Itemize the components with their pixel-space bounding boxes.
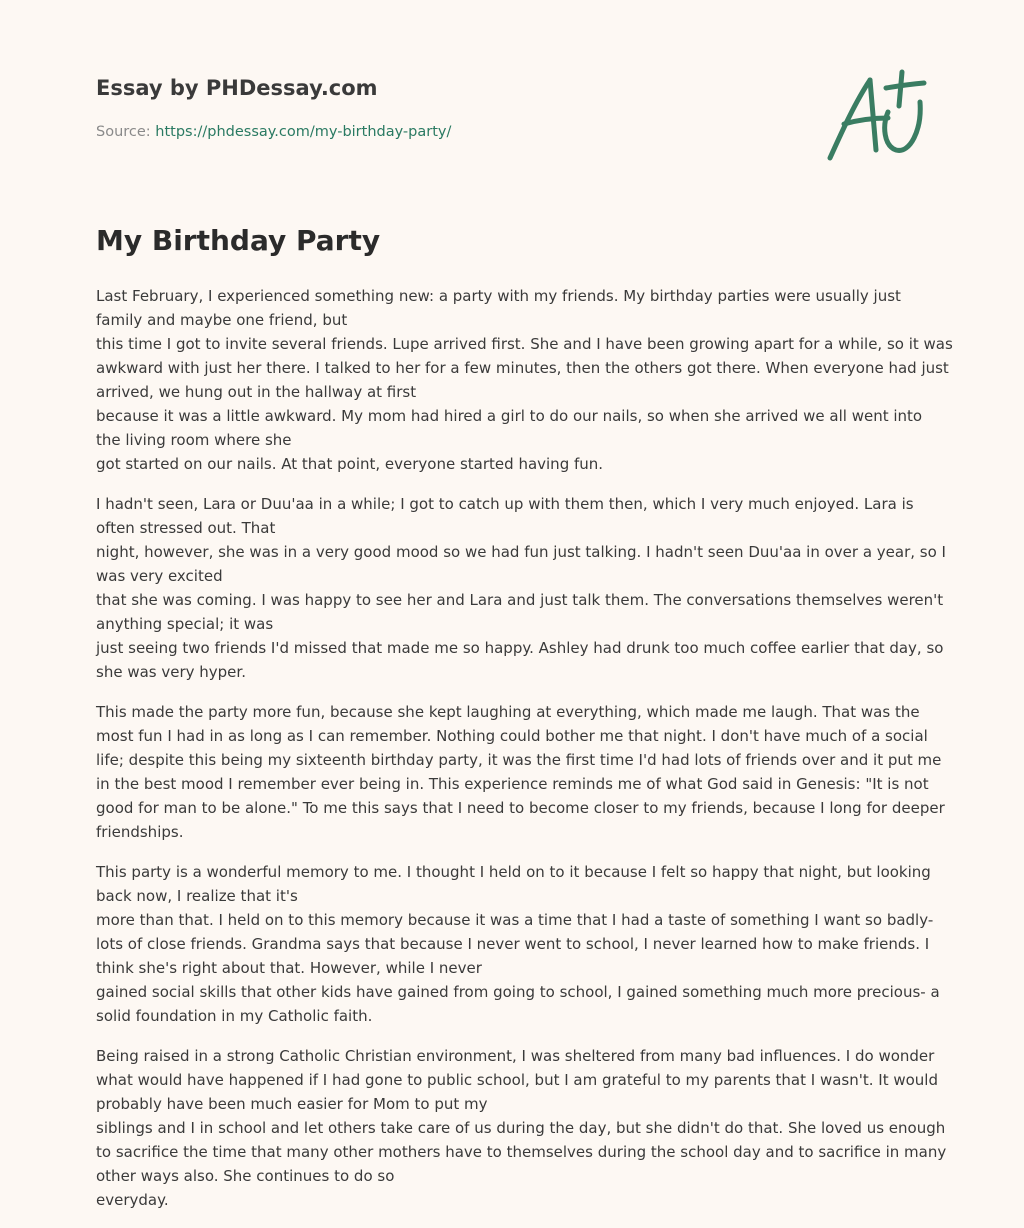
text-line: arrived, we hung out in the hallway at first: [96, 383, 417, 401]
text-line: I hadn't seen, Lara or Duu'aa in a while; I got to catch up with them then, which I very much enjoyed. Lara is: [96, 495, 914, 513]
site-title: Essay by PHDessay.com: [96, 76, 378, 100]
text-line: everyday.: [96, 1191, 169, 1209]
text-line: because it was a little awkward. My mom had hired a girl to do our nails, so when she arrived we all went into: [96, 407, 923, 425]
text-line: what would have happened if I had gone to public school, but I am grateful to my parents that I wasn't. It would: [96, 1071, 938, 1089]
text-line: lots of close friends. Grandma says that because I never went to school, I never learned how to make friends. I: [96, 935, 930, 953]
text-line: other ways also. She continues to do so: [96, 1167, 395, 1185]
paragraph: [96, 860, 940, 1028]
text-line: back now, I realize that it's: [96, 887, 298, 905]
text-line: was very excited: [96, 567, 223, 585]
text-line: family and maybe one friend, but: [96, 311, 348, 329]
text-line: more than that. I held on to this memory because it was a time that I had a taste of something I want so badly-: [96, 911, 934, 929]
text-line: often stressed out. That: [96, 519, 276, 537]
text-line: think she's right about that. However, while I never: [96, 959, 482, 977]
text-line: this time I got to invite several friends. Lupe arrived first. She and I have been growing apart for a while, so it was: [96, 335, 953, 353]
text-line: the living room where she: [96, 431, 292, 449]
text-line: good for man to be alone." To me this says that I need to become closer to my friends, because I long for deeper: [96, 799, 945, 817]
text-line: friendships.: [96, 823, 184, 841]
text-line: she was very hyper.: [96, 663, 246, 681]
text-line: got started on our nails. At that point, everyone started having fun.: [96, 455, 604, 473]
a-plus-logo: [822, 66, 928, 166]
text-line: solid foundation in my Catholic faith.: [96, 1007, 373, 1025]
text-line: that she was coming. I was happy to see her and Lara and just talk them. The conversations themselves weren't: [96, 591, 944, 609]
text-line: most fun I had in as long as I can remember. Nothing could bother me that night. I don't have much of a social: [96, 727, 928, 745]
paragraph: [96, 700, 945, 844]
text-line: in the best mood I remember ever being in. This experience reminds me of what God said in Genesis: "It is not: [96, 775, 929, 793]
essay-body: [96, 284, 953, 1228]
source-label: Source:: [96, 124, 156, 140]
paragraph: [96, 492, 946, 684]
text-line: life; despite this being my sixteenth birthday party, it was the first time I'd had lots of friends over and it put me: [96, 751, 942, 769]
source-line: [96, 124, 451, 140]
text-line: awkward with just her there. I talked to her for a few minutes, then the others got there. When everyone had just: [96, 359, 949, 377]
text-line: just seeing two friends I'd missed that made me so happy. Ashley had drunk too much coffee earlier that day, so: [96, 639, 944, 657]
text-line: anything special; it was: [96, 615, 274, 633]
text-line: siblings and I in school and let others take care of us during the day, but she didn't do that. She loved us enough: [96, 1119, 946, 1137]
text-line: Last February, I experienced something new: a party with my friends. My birthday parties were usually just: [96, 287, 901, 305]
text-line: gained social skills that other kids have gained from going to school, I gained something much more precious- a: [96, 983, 940, 1001]
text-line: night, however, she was in a very good mood so we had fun just talking. I hadn't seen Duu'aa in over a year, so I: [96, 543, 946, 561]
paragraph: [96, 284, 953, 476]
essay-title: My Birthday Party: [96, 224, 381, 257]
text-line: to sacrifice the time that many other mothers have to themselves during the school day and to sacrifice in many: [96, 1143, 947, 1161]
text-line: probably have been much easier for Mom to put my: [96, 1095, 488, 1113]
text-line: Being raised in a strong Catholic Christian environment, I was sheltered from many bad influences. I do wonder: [96, 1047, 935, 1065]
paragraph: [96, 1044, 947, 1212]
text-line: This party is a wonderful memory to me. I thought I held on to it because I felt so happy that night, but looking: [96, 863, 931, 881]
text-line: This made the party more fun, because she kept laughing at everything, which made me laugh. That was the: [96, 703, 920, 721]
source-link[interactable]: https://phdessay.com/my-birthday-party/: [155, 124, 452, 140]
